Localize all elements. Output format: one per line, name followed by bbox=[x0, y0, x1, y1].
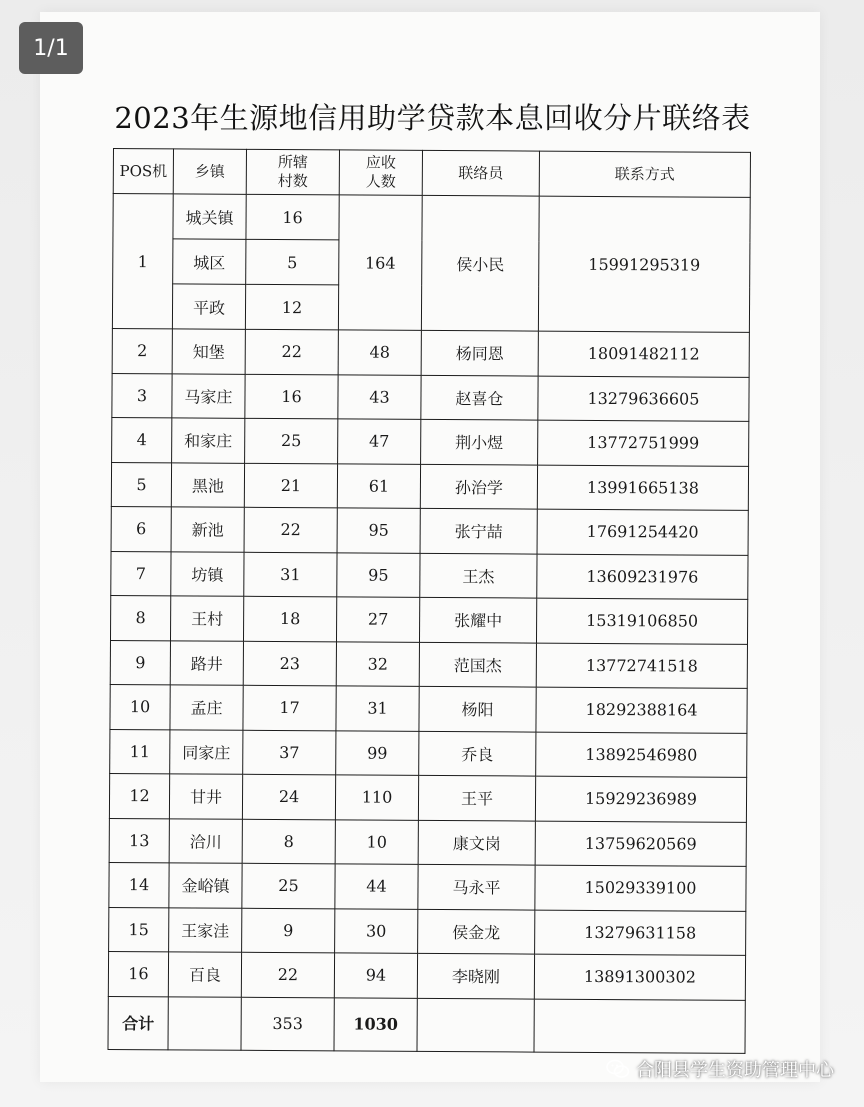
cell-contact: 王平 bbox=[418, 775, 535, 820]
cell-pos: 3 bbox=[112, 373, 172, 418]
table-row bbox=[110, 640, 747, 688]
table-row bbox=[110, 684, 747, 732]
cell-people: 47 bbox=[338, 419, 421, 464]
cell-pos: 15 bbox=[109, 907, 169, 952]
total-contact-empty bbox=[417, 998, 534, 1052]
total-phone-empty bbox=[534, 999, 745, 1053]
cell-contact: 杨同恩 bbox=[421, 330, 538, 375]
document-title: 2023年生源地信用助学贷款本息回收分片联络表 bbox=[114, 101, 751, 135]
cell-pos: 5 bbox=[111, 462, 171, 507]
cell-pos: 1 bbox=[112, 194, 173, 329]
cell-villages: 21 bbox=[244, 463, 337, 508]
cell-villages: 22 bbox=[244, 507, 337, 552]
cell-people: 10 bbox=[335, 819, 418, 864]
cell-phone: 15319106850 bbox=[536, 598, 747, 644]
cell-contact: 康文岗 bbox=[418, 820, 535, 865]
cell-pos: 13 bbox=[109, 818, 169, 863]
table-header-row bbox=[113, 149, 750, 198]
cell-pos: 11 bbox=[110, 729, 170, 774]
header-phone: 联系方式 bbox=[539, 151, 750, 197]
cell-town: 平政 bbox=[172, 284, 245, 329]
cell-people: 30 bbox=[335, 908, 418, 953]
cell-contact: 范国杰 bbox=[419, 642, 536, 687]
cell-villages: 24 bbox=[242, 774, 335, 819]
cell-villages: 25 bbox=[245, 418, 338, 463]
cell-contact: 荆小煜 bbox=[421, 419, 538, 464]
cell-people: 99 bbox=[336, 730, 419, 775]
cell-pos: 9 bbox=[110, 640, 170, 685]
cell-pos: 10 bbox=[110, 684, 170, 729]
cell-people: 95 bbox=[337, 552, 420, 597]
cell-villages: 16 bbox=[246, 194, 339, 240]
cell-town: 知堡 bbox=[172, 329, 245, 374]
cell-phone: 13609231976 bbox=[537, 554, 748, 600]
cell-people: 95 bbox=[337, 508, 420, 553]
cell-town: 和家庄 bbox=[172, 418, 245, 463]
header-people-line2: 人数 bbox=[365, 172, 396, 191]
header-contact: 联络员 bbox=[422, 150, 539, 196]
page-indicator[interactable]: 1/1 bbox=[19, 22, 83, 74]
cell-people: 31 bbox=[336, 686, 419, 731]
header-pos: POS机 bbox=[113, 149, 173, 194]
cell-pos: 6 bbox=[111, 506, 171, 551]
cell-town: 百良 bbox=[168, 952, 241, 997]
cell-town: 新池 bbox=[171, 507, 244, 552]
total-label: 合计 bbox=[108, 996, 168, 1049]
total-people: 1030 bbox=[334, 997, 417, 1051]
table-row bbox=[111, 506, 748, 554]
cell-people: 27 bbox=[336, 597, 419, 642]
table-row bbox=[109, 773, 746, 821]
cell-phone: 13759620569 bbox=[535, 821, 746, 867]
table-row bbox=[109, 862, 746, 910]
cell-villages: 22 bbox=[245, 329, 338, 374]
header-villages-line1: 所辖 bbox=[277, 153, 308, 172]
header-villages bbox=[246, 149, 339, 195]
cell-pos: 12 bbox=[109, 773, 169, 818]
table-row bbox=[112, 417, 749, 465]
table-row bbox=[111, 551, 748, 599]
cell-town: 路井 bbox=[170, 640, 243, 685]
cell-phone: 13279636605 bbox=[538, 376, 749, 422]
cell-people: 110 bbox=[335, 775, 418, 820]
header-people bbox=[339, 150, 422, 196]
cell-pos: 16 bbox=[108, 951, 168, 996]
wechat-icon bbox=[606, 1059, 630, 1079]
cell-contact: 侯小民 bbox=[421, 195, 539, 331]
cell-town: 孟庄 bbox=[170, 685, 243, 730]
table-row bbox=[108, 951, 745, 999]
cell-town: 坊镇 bbox=[171, 551, 244, 596]
cell-town: 城关镇 bbox=[173, 194, 246, 239]
cell-town: 马家庄 bbox=[172, 373, 245, 418]
cell-people: 43 bbox=[338, 374, 421, 419]
cell-pos: 7 bbox=[111, 551, 171, 596]
header-town: 乡镇 bbox=[173, 149, 246, 194]
cell-contact: 孙治学 bbox=[420, 464, 537, 509]
table-row bbox=[111, 462, 748, 510]
cell-town: 王村 bbox=[170, 596, 243, 641]
contact-table bbox=[107, 148, 750, 1053]
cell-villages: 25 bbox=[242, 863, 335, 908]
cell-pos: 8 bbox=[110, 595, 170, 640]
cell-contact: 李晓刚 bbox=[417, 953, 534, 998]
cell-phone: 13279631158 bbox=[535, 910, 746, 956]
cell-villages: 31 bbox=[244, 552, 337, 597]
total-row bbox=[108, 996, 745, 1053]
cell-people: 61 bbox=[337, 463, 420, 508]
cell-contact: 乔良 bbox=[419, 731, 536, 776]
table-row bbox=[110, 729, 747, 777]
cell-contact: 张宁喆 bbox=[420, 508, 537, 553]
total-villages: 353 bbox=[241, 997, 334, 1051]
cell-town: 洽川 bbox=[169, 818, 242, 863]
cell-town: 甘井 bbox=[169, 774, 242, 819]
cell-villages: 22 bbox=[241, 952, 334, 997]
cell-villages: 5 bbox=[246, 239, 339, 285]
cell-phone: 17691254420 bbox=[537, 509, 748, 555]
cell-phone: 15991295319 bbox=[538, 196, 750, 332]
cell-people: 164 bbox=[338, 195, 422, 331]
watermark-text: 合阳县学生资助管理中心 bbox=[636, 1060, 834, 1081]
cell-people: 44 bbox=[335, 864, 418, 909]
cell-pos: 14 bbox=[109, 862, 169, 907]
cell-villages: 9 bbox=[242, 908, 335, 953]
cell-phone: 15929236989 bbox=[535, 776, 746, 822]
cell-phone: 18292388164 bbox=[536, 687, 747, 733]
cell-contact: 张耀中 bbox=[419, 597, 536, 642]
cell-villages: 23 bbox=[243, 641, 336, 686]
cell-villages: 17 bbox=[243, 685, 336, 730]
cell-town: 城区 bbox=[173, 239, 246, 284]
cell-phone: 15029339100 bbox=[535, 865, 746, 911]
cell-town: 黑池 bbox=[171, 462, 244, 507]
cell-phone: 13892546980 bbox=[536, 732, 747, 778]
cell-pos: 4 bbox=[112, 417, 172, 462]
cell-people: 32 bbox=[336, 641, 419, 686]
table-row bbox=[109, 907, 746, 955]
cell-villages: 8 bbox=[242, 819, 335, 864]
header-villages-line2: 村数 bbox=[277, 172, 308, 191]
source-watermark bbox=[606, 1056, 834, 1082]
cell-contact: 侯金龙 bbox=[418, 909, 535, 954]
table-row bbox=[113, 194, 750, 243]
cell-contact: 王杰 bbox=[420, 553, 537, 598]
header-people-line1: 应收 bbox=[365, 153, 396, 172]
cell-phone: 13772751999 bbox=[538, 420, 749, 466]
cell-town: 金峪镇 bbox=[169, 863, 242, 908]
cell-pos: 2 bbox=[112, 328, 172, 373]
cell-contact: 杨阳 bbox=[419, 686, 536, 731]
cell-town: 王家洼 bbox=[169, 907, 242, 952]
cell-people: 94 bbox=[334, 953, 417, 998]
cell-contact: 马永平 bbox=[418, 864, 535, 909]
cell-phone: 13772741518 bbox=[536, 643, 747, 689]
cell-phone: 13991665138 bbox=[537, 465, 748, 511]
cell-phone: 18091482112 bbox=[538, 331, 749, 377]
cell-phone: 13891300302 bbox=[534, 954, 745, 1000]
cell-people: 48 bbox=[338, 330, 421, 375]
cell-villages: 12 bbox=[245, 284, 338, 330]
table-row bbox=[109, 818, 746, 866]
cell-villages: 16 bbox=[245, 374, 338, 419]
table-row bbox=[110, 595, 747, 643]
cell-contact: 赵喜仓 bbox=[421, 375, 538, 420]
cell-villages: 37 bbox=[243, 730, 336, 775]
cell-town: 同家庄 bbox=[170, 729, 243, 774]
table-row bbox=[112, 373, 749, 421]
cell-villages: 18 bbox=[243, 596, 336, 641]
table-row bbox=[112, 328, 749, 376]
total-town-empty bbox=[168, 996, 241, 1049]
